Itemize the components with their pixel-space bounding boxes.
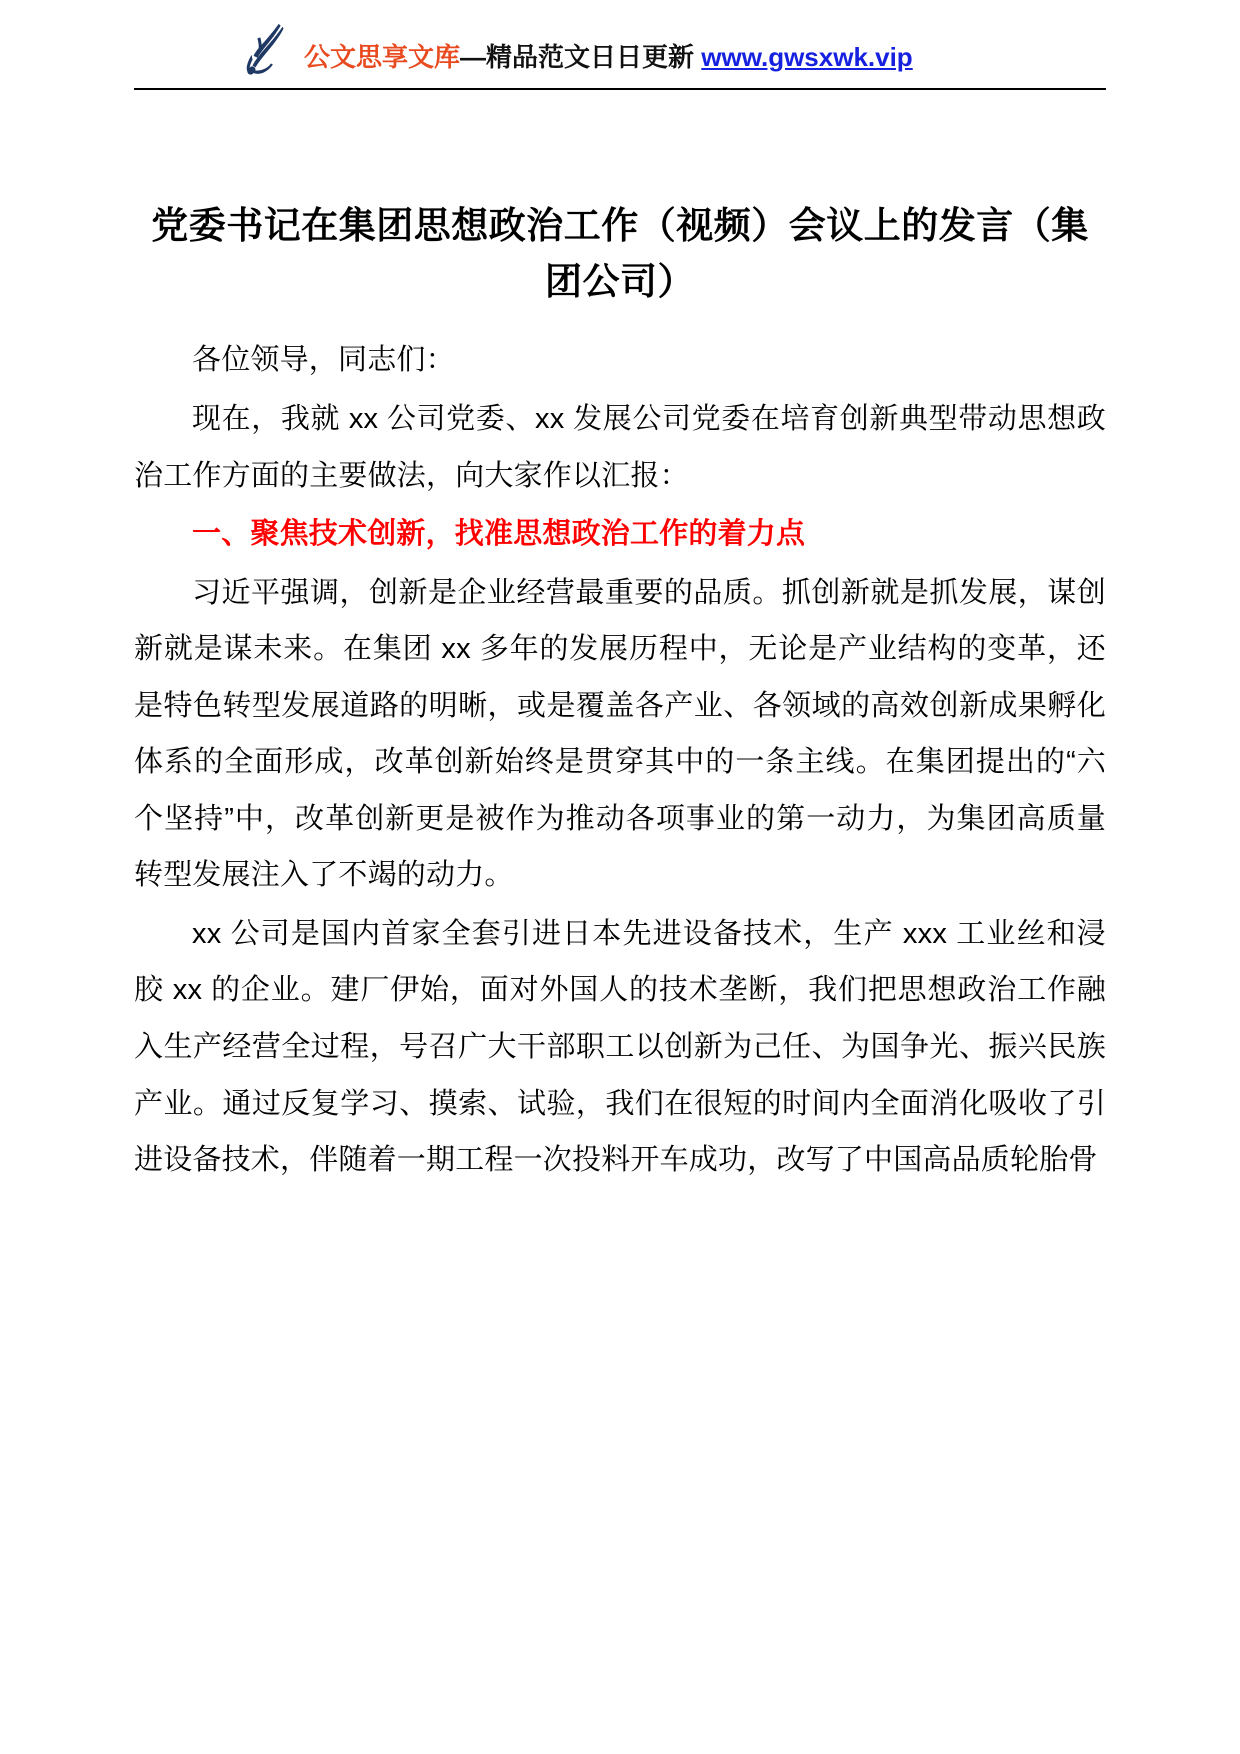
paragraph-salutation: 各位领导，同志们：: [192, 344, 455, 377]
paragraph-section-one-body-2: xx 公司是国内首家全套引进日本先进设备技术，生产 xxx 工业丝和浸胶 xx 的企业。建厂伊始，面对外国人的技术垄断，我们把思想政治工作融入生产经营全过程，号召广大干部职工以创新为己任、为国争光、振兴民族产业。通过反复学习、摸索、试验，我们在很短的时间内全面消化吸收了引进设备技术，伴随着一期工程一次投料开车成功，改写了中国高品质轮胎骨: [134, 917, 1106, 1177]
page-title: 党委书记在集团思想政治工作（视频）会议上的发言（集团公司）: [151, 205, 1089, 303]
document-content: [134, 90, 1106, 1189]
site-branding: [304, 44, 913, 70]
brand-url-link[interactable]: www.gwsxwk.vip: [701, 42, 913, 72]
site-header: [0, 0, 1240, 78]
section-heading-one: 一、聚焦技术创新，找准思想政治工作的着力点: [192, 518, 806, 551]
paragraph-section-one-body-1: 习近平强调，创新是企业经营最重要的品质。抓创新就是抓发展，谋创新就是谋未来。在集团 xx 多年的发展历程中，无论是产业结构的变革，还是特色转型发展道路的明晰，或是覆盖各产业、各领域的高效创新成果孵化体系的全面形成，改革创新始终是贯穿其中的一条主线。在集团提出的“六个坚持”中，改革创新更是被作为推动各项事业的第一动力，为集团高质量转型发展注入了不竭的动力。: [134, 576, 1106, 892]
calligraphy-pen-icon: [238, 18, 300, 80]
brand-name: 公文思享文库: [304, 42, 461, 72]
paragraph-intro: 现在，我就 xx 公司党委、xx 发展公司党委在培育创新典型带动思想政治工作方面的主要做法，向大家作以汇报：: [134, 403, 1106, 492]
brand-tagline: —精品范文日日更新: [460, 42, 695, 72]
